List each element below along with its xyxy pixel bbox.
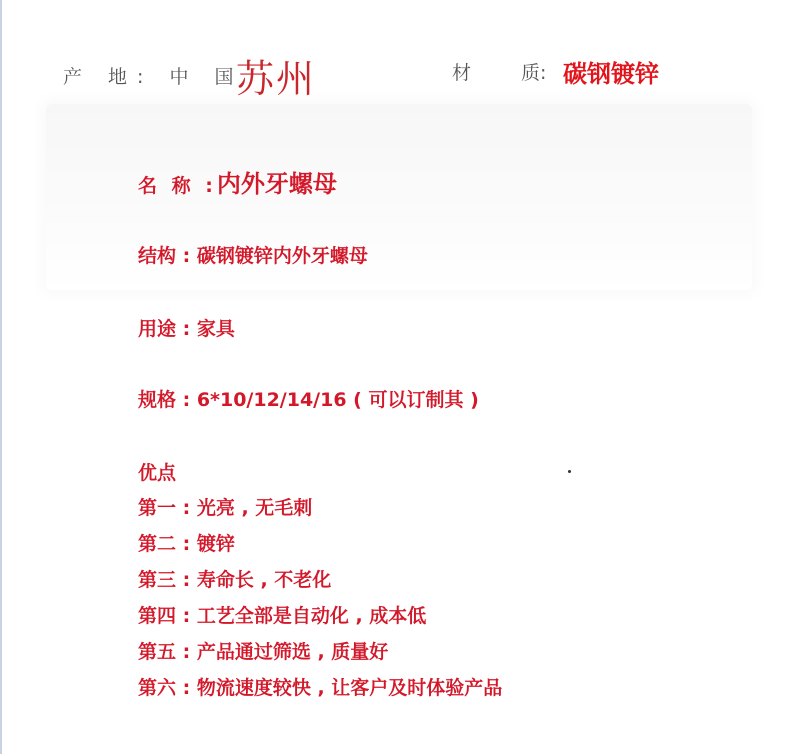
spec-line: 规格 : 6*10/12/14/16 ( 可以订制其 ) xyxy=(138,389,479,411)
advantage-item: 第五 : 产品通过筛选 , 质量好 xyxy=(138,641,389,663)
material-label-char-2: 质: xyxy=(521,62,547,84)
structure-line: 结构 : 碳钢镀锌内外牙螺母 xyxy=(138,245,368,267)
header-row xyxy=(0,0,794,110)
product-name-value: 内外牙螺母 xyxy=(216,170,337,198)
origin-value: 苏州 xyxy=(236,57,317,101)
usage-line: 用途 : 家具 xyxy=(138,318,235,340)
advantage-item: 第一 : 光亮 , 无毛刺 xyxy=(138,497,313,519)
advantage-item: 第三 : 寿命长 , 不老化 xyxy=(138,569,332,591)
advantage-item: 第二 : 镀锌 xyxy=(138,533,235,555)
material-value: 碳钢镀锌 xyxy=(563,60,659,88)
material-label-char-1: 材 xyxy=(452,62,472,84)
advantages-title: 优点 xyxy=(138,462,177,484)
origin-label: 产 地: 中 国 xyxy=(63,66,244,88)
advantage-item: 第六 : 物流速度较快 , 让客户及时体验产品 xyxy=(138,677,503,699)
material-label xyxy=(452,58,546,85)
page-left-border xyxy=(0,0,2,754)
stray-dot xyxy=(568,470,571,473)
product-name-row xyxy=(138,164,337,199)
advantage-item: 第四 : 工艺全部是自动化 , 成本低 xyxy=(138,605,427,627)
product-name-label: 名 称 : xyxy=(138,175,217,197)
